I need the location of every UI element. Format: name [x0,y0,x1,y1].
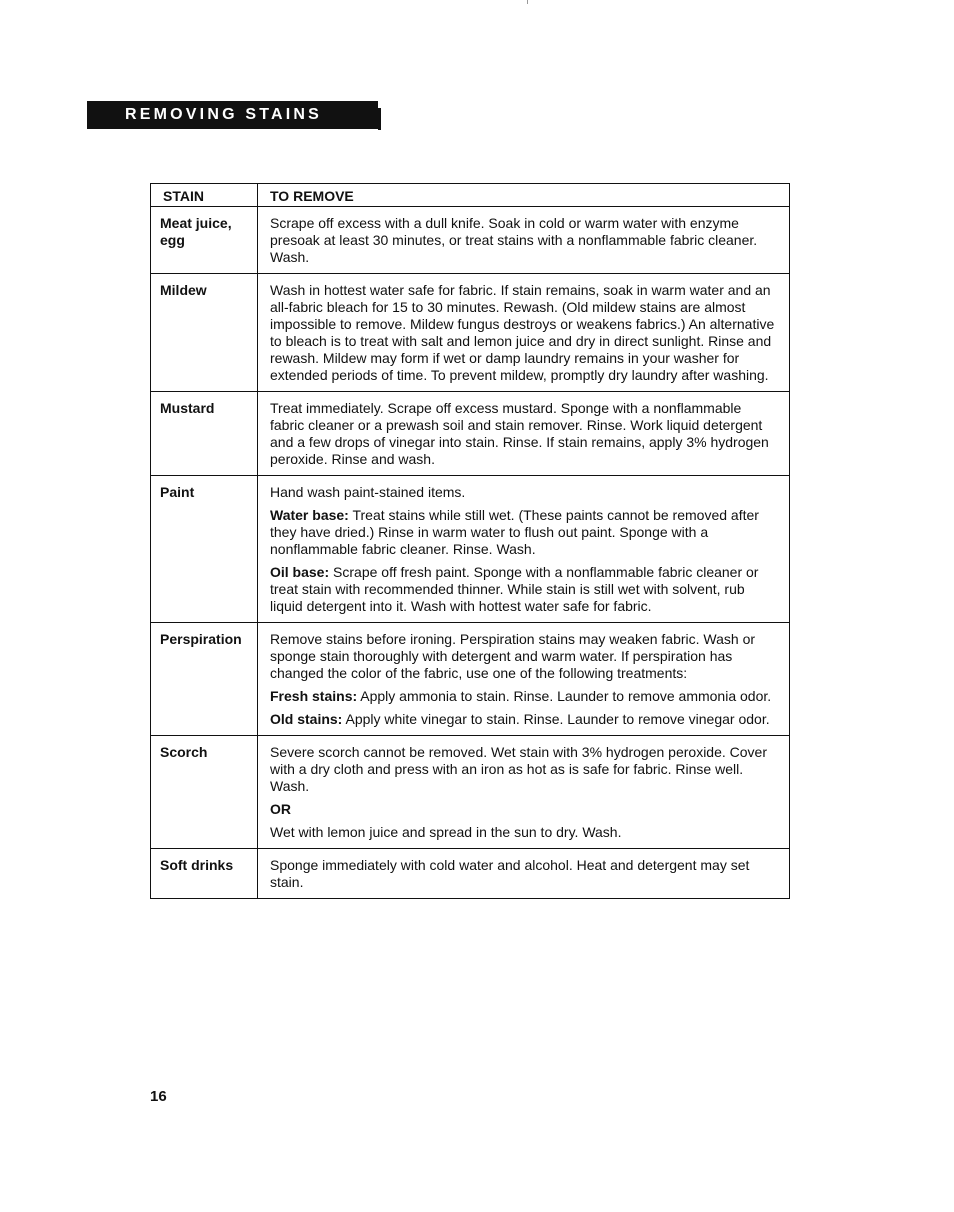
instruction-text: Treat immediately. Scrape off excess mustard. Sponge with a nonflammable fabric cleaner or a prewash soil and stain remover. Rinse. Work liquid detergent and a few drops of vinegar into stain. Rinse. If stain remains, apply 3% hydrogen peroxide. Rinse and wash. [270,400,769,467]
instruction-paragraph [270,744,779,795]
table-row [151,476,790,623]
instruction-paragraph [270,215,779,266]
instruction-paragraph [270,688,779,705]
table-row [151,849,790,899]
table-row [151,736,790,849]
page-number: 16 [150,1088,167,1105]
stain-name: Meat juice, egg [151,207,258,274]
instruction-text: Sponge immediately with cold water and alcohol. Heat and detergent may set stain. [270,857,750,890]
instruction-lead: OR [270,801,291,817]
stain-name: Perspiration [151,623,258,736]
stain-removal-table [150,183,790,899]
table-row [151,274,790,392]
banner-edge-mark [378,108,381,130]
instruction-text: Remove stains before ironing. Perspiration stains may weaken fabric. Wash or sponge stain thoroughly with detergent and warm water. If perspiration has changed the color of the fabric, use one of the following treatments: [270,631,756,681]
instruction-text: Wash in hottest water safe for fabric. If stain remains, soak in warm water and an all-fabric bleach for 15 to 30 minutes. Rewash. (Old mildew stains are almost impossible to remove. Mildew fungus destroys or weakens fabrics.) An alternative to bleach is to treat with salt and lemon juice and dry in direct sunlight. Rinse and rewash. Mildew may form if wet or damp laundry remains in your washer for extended periods of time. To prevent mildew, promptly dry laundry after washing. [270,282,775,383]
stain-name: Scorch [151,736,258,849]
removal-instructions [258,849,790,899]
stain-name: Paint [151,476,258,623]
instruction-text: Scrape off excess with a dull knife. Soak in cold or warm water with enzyme presoak at least 30 minutes, or treat stains with a nonflammable fabric cleaner. Wash. [270,215,758,265]
instruction-paragraph [270,801,779,818]
removal-instructions [258,623,790,736]
instruction-lead: Water base: [270,507,349,523]
section-title-banner [87,101,378,129]
instruction-paragraph [270,857,779,891]
table-header-row [151,184,790,207]
instruction-paragraph [270,564,779,615]
scan-mark [527,0,528,4]
removal-instructions [258,274,790,392]
instruction-text: Apply white vinegar to stain. Rinse. Launder to remove vinegar odor. [342,711,770,727]
table-row [151,207,790,274]
header-stain: STAIN [151,184,258,207]
instruction-text: Treat stains while still wet. (These paints cannot be removed after they have dried.) Rinse in warm water to flush out paint. Sponge with a nonflammable fabric cleaner. Rinse. Wash. [270,507,759,557]
instruction-text: Hand wash paint-stained items. [270,484,466,500]
stain-name: Soft drinks [151,849,258,899]
instruction-lead: Oil base: [270,564,330,580]
header-to-remove: TO REMOVE [258,184,790,207]
instruction-paragraph [270,484,779,501]
instruction-text: Severe scorch cannot be removed. Wet stain with 3% hydrogen peroxide. Cover with a dry cloth and press with an iron as hot as is safe for fabric. Rinse well. Wash. [270,744,767,794]
table-body [151,207,790,899]
instruction-lead: Fresh stains: [270,688,358,704]
table-row [151,623,790,736]
stain-name: Mildew [151,274,258,392]
removal-instructions [258,736,790,849]
instruction-paragraph [270,631,779,682]
removal-instructions [258,476,790,623]
instruction-lead: Old stains: [270,711,343,727]
instruction-text: Scrape off fresh paint. Sponge with a nonflammable fabric cleaner or treat stain with recommended thinner. While stain is still wet with solvent, rub liquid detergent into it. Wash with hottest water safe for fabric. [270,564,759,614]
section-title: REMOVING STAINS [125,106,323,123]
removal-instructions [258,207,790,274]
removal-instructions [258,392,790,476]
stain-name: Mustard [151,392,258,476]
instruction-text: Wet with lemon juice and spread in the sun to dry. Wash. [270,824,622,840]
instruction-paragraph [270,507,779,558]
instruction-text: Apply ammonia to stain. Rinse. Launder to remove ammonia odor. [357,688,772,704]
instruction-paragraph [270,711,779,728]
table-row [151,392,790,476]
instruction-paragraph [270,824,779,841]
instruction-paragraph [270,400,779,468]
instruction-paragraph [270,282,779,384]
